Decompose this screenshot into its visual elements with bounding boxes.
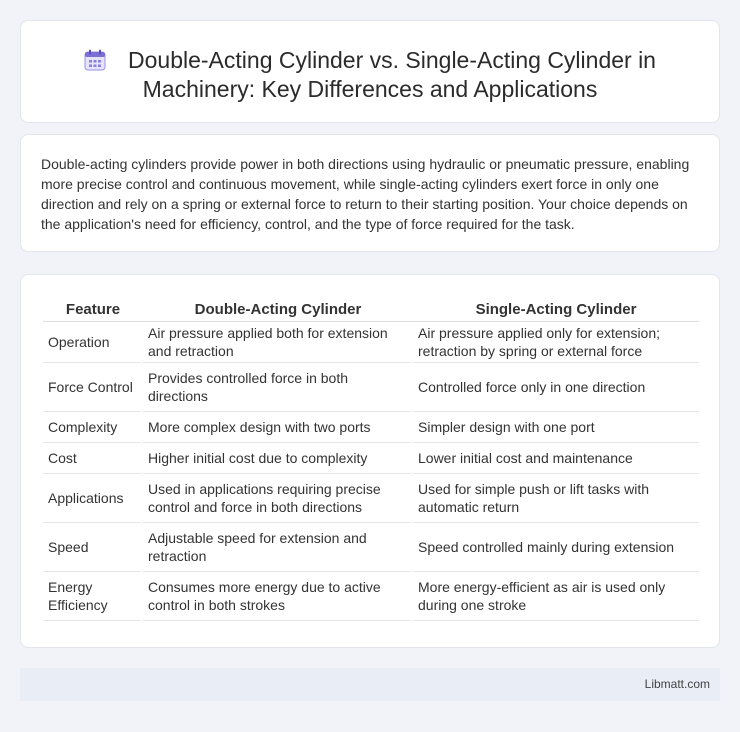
- single-acting-cell: Controlled force only in one direction: [413, 363, 699, 412]
- feature-cell: Speed: [43, 523, 143, 572]
- table-row: [43, 572, 699, 621]
- double-acting-cell: Higher initial cost due to complexity: [143, 443, 413, 474]
- double-acting-cell: Used in applications requiring precise control and force in both directions: [143, 474, 413, 523]
- table-row: [43, 523, 699, 572]
- column-header-single-acting: Single-Acting Cylinder: [413, 297, 699, 322]
- footer: [20, 668, 720, 701]
- calendar-icon: [84, 49, 106, 71]
- single-acting-cell: Air pressure applied only for extension; retraction by spring or external force: [413, 322, 699, 363]
- feature-cell: Force Control: [43, 363, 143, 412]
- page-title-block: [21, 46, 719, 104]
- feature-cell: Operation: [43, 322, 143, 363]
- single-acting-cell: Speed controlled mainly during extension: [413, 523, 699, 572]
- table-row: [43, 443, 699, 474]
- title-card: [20, 20, 720, 123]
- comparison-table-card: [20, 274, 720, 648]
- table-row: [43, 412, 699, 443]
- feature-cell: Complexity: [43, 412, 143, 443]
- double-acting-cell: Consumes more energy due to active control in both strokes: [143, 572, 413, 621]
- single-acting-cell: Lower initial cost and maintenance: [413, 443, 699, 474]
- feature-cell: Cost: [43, 443, 143, 474]
- feature-cell: Energy Efficiency: [43, 572, 143, 621]
- column-header-double-acting: Double-Acting Cylinder: [143, 297, 413, 322]
- column-header-feature: Feature: [43, 297, 143, 322]
- table-row: [43, 474, 699, 523]
- comparison-table: [43, 297, 699, 621]
- table-header-row: [43, 297, 699, 322]
- double-acting-cell: Provides controlled force in both directions: [143, 363, 413, 412]
- page-title: Double-Acting Cylinder vs. Single-Acting Cylinder in Machinery: Key Differences and Applications: [128, 47, 656, 102]
- double-acting-cell: Adjustable speed for extension and retraction: [143, 523, 413, 572]
- table-row: [43, 322, 699, 363]
- double-acting-cell: More complex design with two ports: [143, 412, 413, 443]
- table-row: [43, 363, 699, 412]
- double-acting-cell: Air pressure applied both for extension and retraction: [143, 322, 413, 363]
- single-acting-cell: Used for simple push or lift tasks with automatic return: [413, 474, 699, 523]
- summary-text: Double-acting cylinders provide power in both directions using hydraulic or pneumatic pressure, enabling more precise control and continuous movement, while single-acting cylinders exert force in only one direction and rely on a spring or external force to return to their starting position. Your choice depends on the application's need for efficiency, control, and the type of force required for the task.: [41, 156, 690, 232]
- footer-site-link[interactable]: Libmatt.com: [644, 677, 710, 691]
- single-acting-cell: Simpler design with one port: [413, 412, 699, 443]
- single-acting-cell: More energy-efficient as air is used only during one stroke: [413, 572, 699, 621]
- feature-cell: Applications: [43, 474, 143, 523]
- summary-card: [20, 134, 720, 252]
